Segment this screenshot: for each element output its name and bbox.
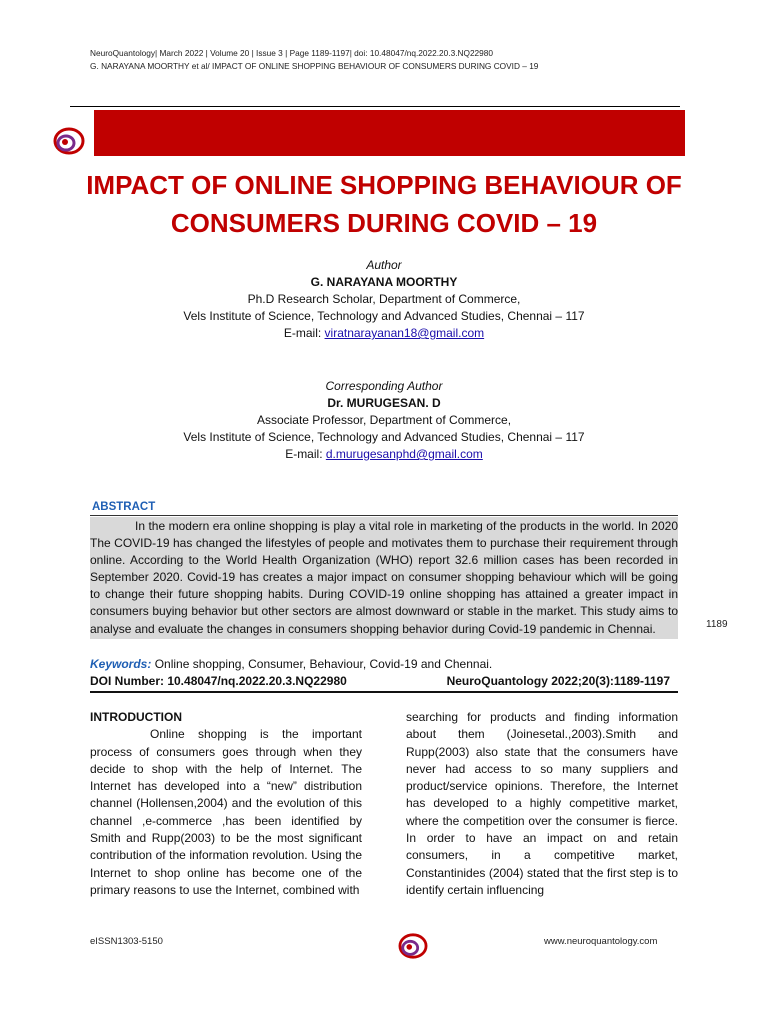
footer-website[interactable]: www.neuroquantology.com [544, 936, 658, 947]
footer-logo-icon [397, 932, 429, 960]
introduction-left-column [90, 709, 362, 899]
running-head-citation: NeuroQuantology| March 2022 | Volume 20 | Issue 3 | Page 1189-1197| doi: 10.48047/nq.2022.20.3.NQ22980 [90, 48, 494, 58]
footer-issn: eISSN1303-5150 [90, 936, 163, 947]
corresponding-author-position: Associate Professor, Department of Commerce, [256, 413, 512, 427]
journal-citation: NeuroQuantology 2022;20(3):1189-1197 [446, 674, 670, 688]
page-number: 1189 [706, 619, 728, 630]
keywords-label: Keywords: [90, 657, 152, 671]
abstract-rule [90, 515, 678, 516]
author-block [90, 257, 678, 342]
abstract-body [90, 517, 678, 639]
corresponding-author-institution: Vels Institute of Science, Technology and Advanced Studies, Chennai – 117 [183, 430, 585, 444]
title-line-1: IMPACT OF ONLINE SHOPPING BEHAVIOUR OF [86, 170, 682, 200]
running-head-title: G. NARAYANA MOORTHY et al/ IMPACT OF ONLINE SHOPPING BEHAVIOUR OF CONSUMERS DURING COVID – 19 [90, 61, 539, 71]
introduction-left-text: Online shopping is the important process of consumers goes through when they decide to shop with the help of Internet. The Internet has developed into a “new” distribution channel (Hollensen,2004) and the evolution of this channel ,e-commerce ,has been identified by Smith and Rupp(2003) to be the most significant contribution of the information revolution. Using the Internet to shop online has become one of the primary reasons to use the Internet, combined with [90, 727, 362, 897]
author-email-label: E-mail: [283, 326, 325, 340]
author-position: Ph.D Research Scholar, Department of Commerce, [247, 292, 521, 306]
keywords-row [90, 657, 492, 671]
corresponding-author-block [90, 378, 678, 463]
doi-rule [90, 691, 678, 693]
author-label: Author [366, 258, 402, 272]
abstract-text: In the modern era online shopping is play a vital role in marketing of the products in the world. In 2020 The COVID-19 has changed the lifestyles of people and motivates them to purchase their requirement through online. According to the World Health Organization (WHO) report 32.6 million cases has been recorded in September 2020. Covid-19 has creates a major impact on consumer shopping behaviour which will be going to change their future shopping habits. During COVID-19 online shopping has attained a greater impact in consumers buying behavior but other sectors are almost downward or stable in the market. This study aims to analyse and evaluate the changes in consumers shopping behavior during Covid-19 pandemic in Chennai. [90, 519, 678, 636]
doi-row [90, 674, 678, 688]
corresponding-author-label: Corresponding Author [325, 379, 443, 393]
author-name: G. NARAYANA MOORTHY [310, 275, 458, 289]
abstract-heading: ABSTRACT [92, 501, 156, 513]
paper-title [60, 166, 708, 242]
author-email-row [90, 325, 678, 342]
author-email-link[interactable]: viratnarayanan18@gmail.com [324, 326, 485, 340]
corresponding-author-name: Dr. MURUGESAN. D [327, 396, 441, 410]
author-institution: Vels Institute of Science, Technology and Advanced Studies, Chennai – 117 [183, 309, 585, 323]
corresponding-author-email-row [90, 446, 678, 463]
title-banner [94, 110, 685, 156]
introduction-right-column [406, 709, 678, 899]
title-line-2: CONSUMERS DURING COVID – 19 [170, 208, 598, 238]
neuroquantology-logo-icon [52, 126, 86, 156]
introduction-right-text: searching for products and finding information about them (Joinesetal.,2003).Smith and Rupp(2003) also state that the consumers have never had access to so many suppliers and product/service opinions. Therefore, the Internet has developed to a highly competitive market, where the competition over the consumer is fierce. In order to have an impact on and retain consumers, in a competitive market, Constantinides (2004) stated that the first step is to identify certain influencing [406, 710, 678, 897]
introduction-heading: INTRODUCTION [90, 710, 182, 724]
corresponding-author-email-label: E-mail: [285, 447, 326, 461]
keywords-text: Online shopping, Consumer, Behaviour, Covid-19 and Chennai. [154, 657, 493, 671]
doi-number: DOI Number: 10.48047/nq.2022.20.3.NQ22980 [90, 674, 347, 688]
corresponding-author-email-link[interactable]: d.murugesanphd@gmail.com [325, 447, 483, 461]
header-rule [70, 106, 680, 107]
